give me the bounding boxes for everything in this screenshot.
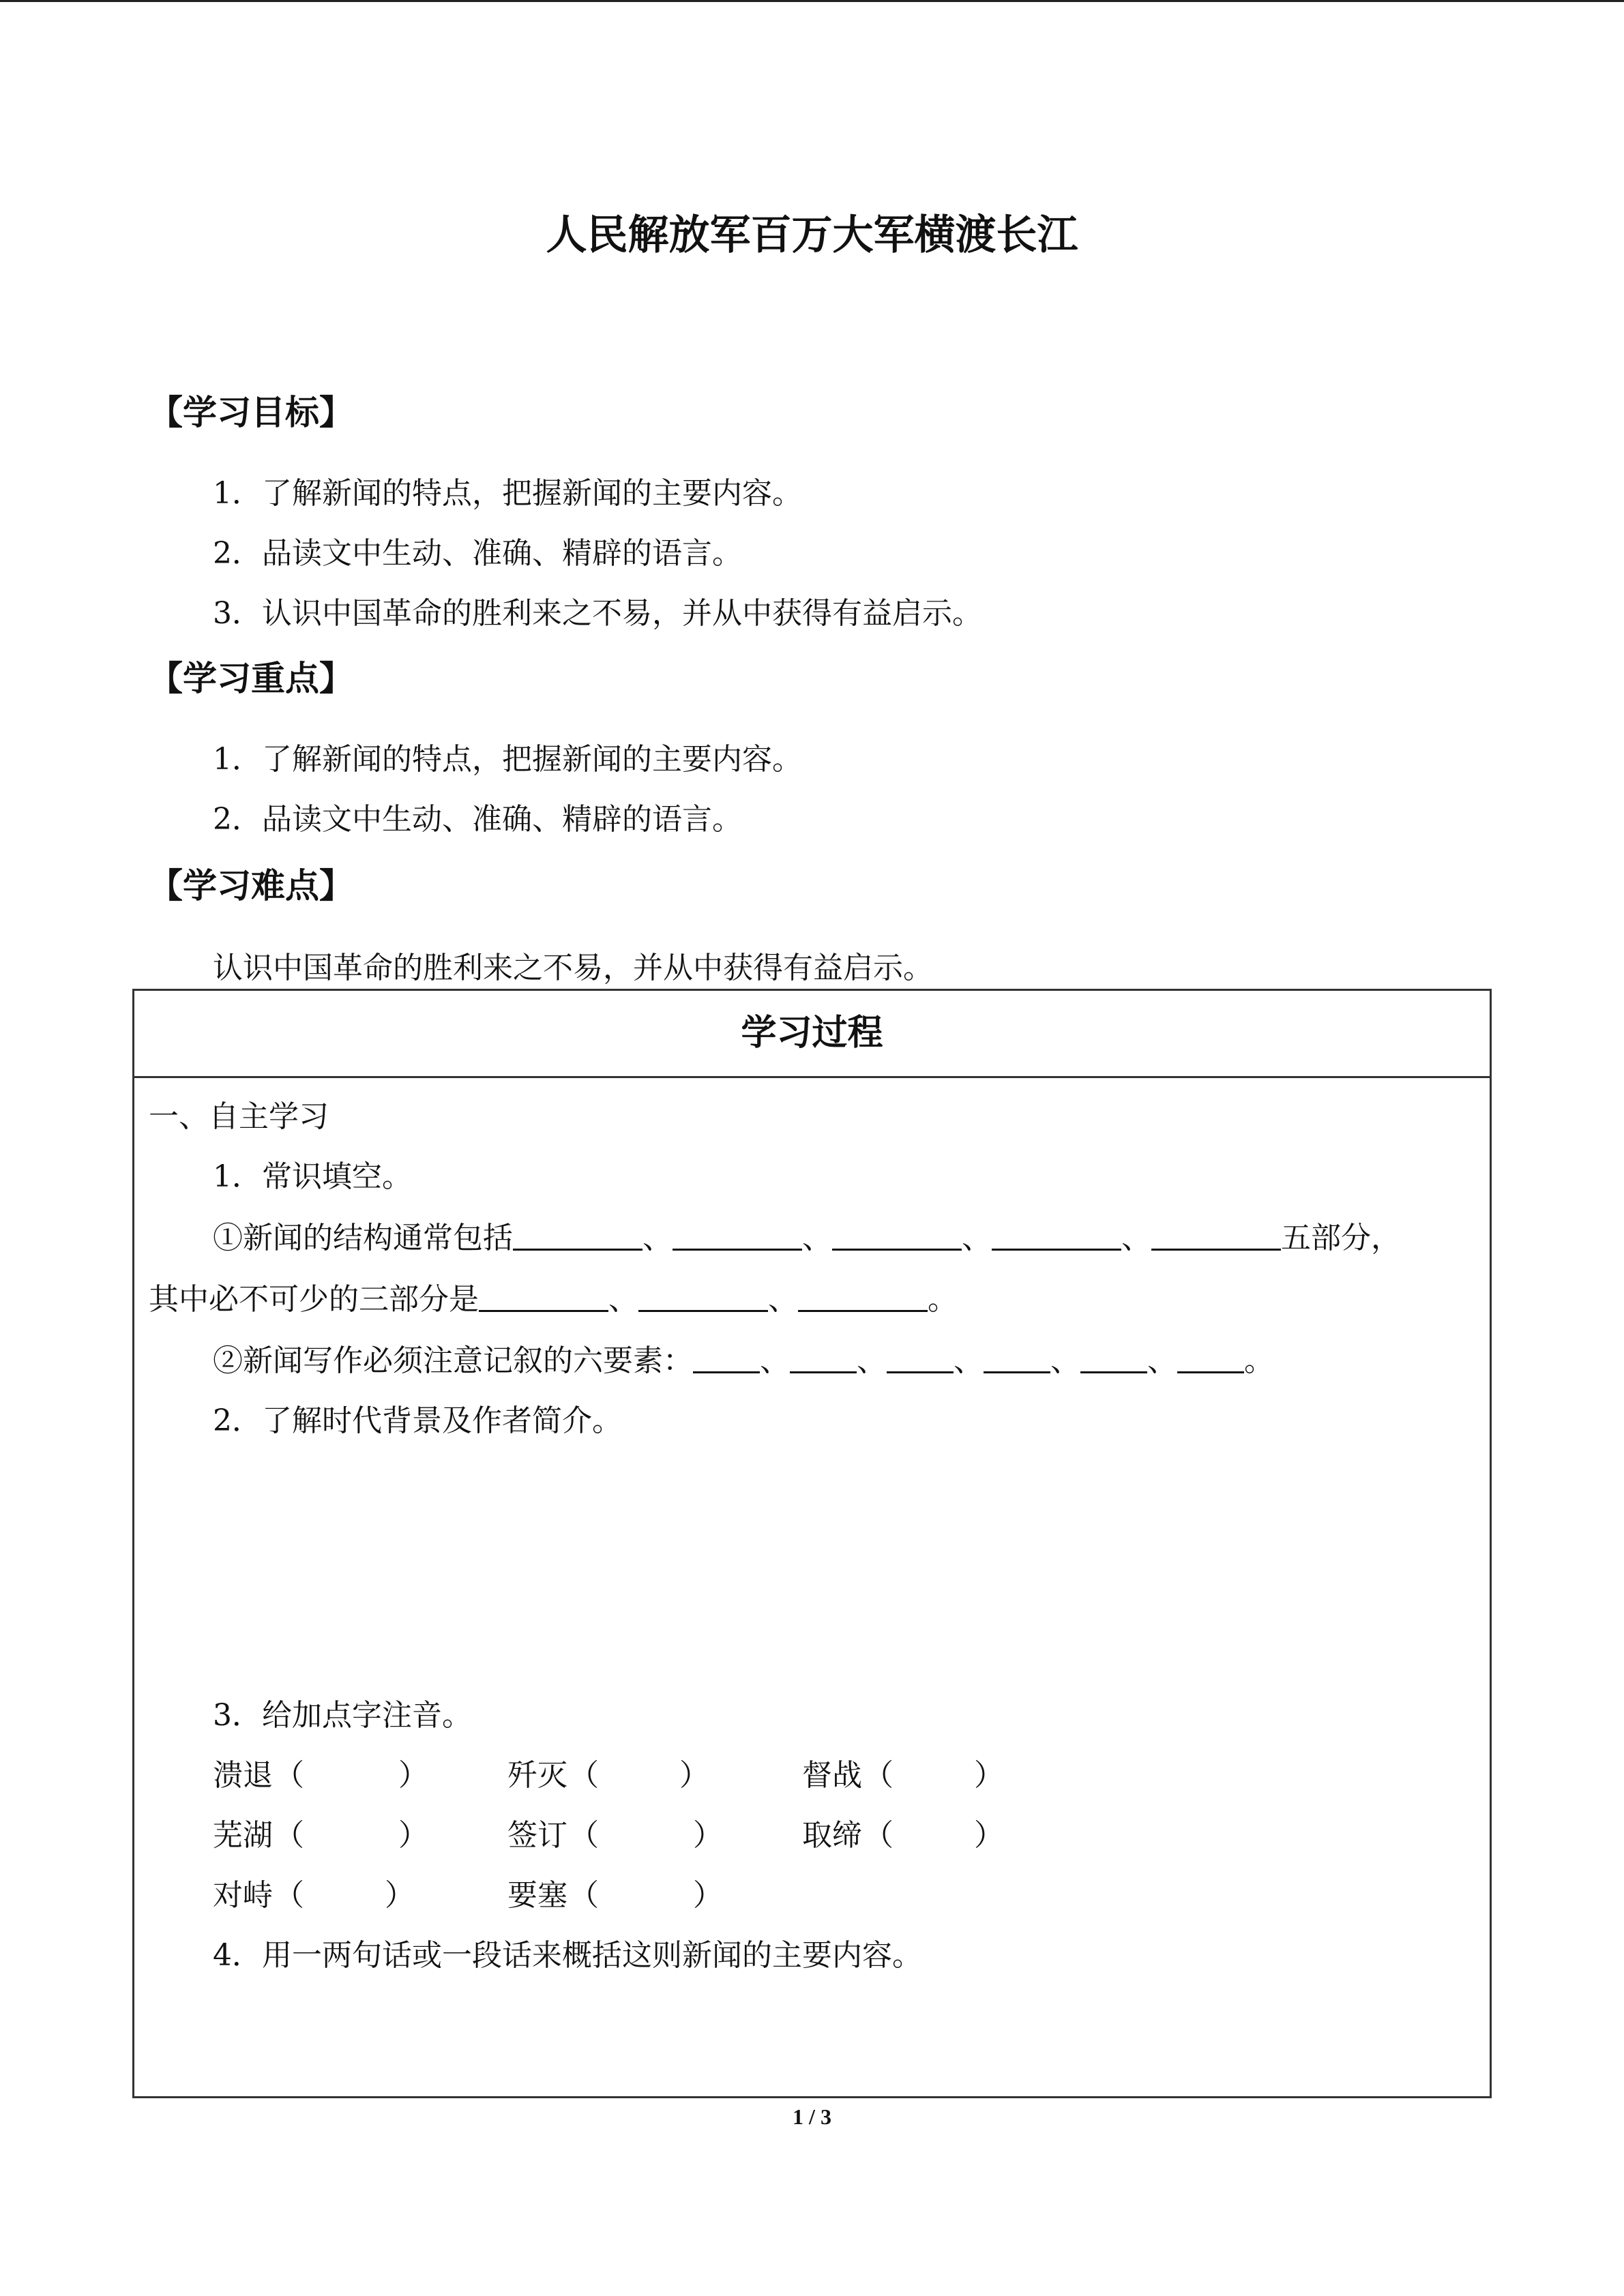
separator: 、 [802, 1221, 832, 1255]
pinyin-word: 对峙 [213, 1878, 273, 1913]
fill-blank[interactable] [1080, 1344, 1147, 1373]
q1-line1-suffix: 五部分， [1281, 1221, 1401, 1255]
fill-blank[interactable] [1177, 1344, 1244, 1373]
open-paren: （ [863, 1758, 894, 1793]
period: 。 [1244, 1343, 1274, 1378]
pinyin-word: 溃退 [213, 1758, 273, 1793]
q1-essential-parts-line [149, 1279, 958, 1320]
fill-blank[interactable] [790, 1344, 857, 1373]
difficulties-heading: 【学习难点】 [149, 866, 353, 906]
fill-blank[interactable] [992, 1221, 1121, 1251]
pinyin-word: 取缔 [802, 1818, 862, 1853]
fill-blank[interactable] [984, 1344, 1050, 1373]
separator: 、 [857, 1343, 887, 1378]
q4-label: 4．用一两句话或一段话来概括这则新闻的主要内容。 [213, 1938, 922, 1973]
objective-item: 3．认识中国革命的胜利来之不易，并从中获得有益启示。 [213, 596, 982, 631]
fill-blank[interactable] [1151, 1221, 1281, 1251]
close-paren: ） [398, 1758, 428, 1793]
close-paren: ） [974, 1758, 1004, 1793]
open-paren: （ [274, 1818, 304, 1853]
open-paren: （ [863, 1818, 894, 1853]
open-paren: （ [569, 1758, 599, 1793]
fill-blank[interactable] [513, 1221, 643, 1251]
objectives-heading: 【学习目标】 [149, 393, 353, 432]
open-paren: （ [274, 1758, 304, 1793]
q3-label: 3．给加点字注音。 [213, 1698, 472, 1733]
pinyin-word: 督战 [802, 1758, 862, 1793]
pinyin-word: 芜湖 [213, 1818, 273, 1853]
key-point-item: 1．了解新闻的特点，把握新闻的主要内容。 [213, 742, 802, 777]
process-header-divider [132, 1076, 1492, 1078]
q2-label: 2．了解时代背景及作者简介。 [213, 1403, 622, 1438]
fill-blank[interactable] [887, 1344, 954, 1373]
separator: 、 [954, 1343, 984, 1378]
section-self-study: 一、自主学习 [149, 1099, 329, 1134]
period: 。 [928, 1282, 958, 1317]
fill-blank[interactable] [673, 1221, 802, 1251]
separator: 、 [760, 1343, 790, 1378]
separator: 、 [643, 1221, 673, 1255]
pinyin-word: 要塞 [507, 1878, 567, 1913]
q1-label: 1．常识填空。 [213, 1159, 412, 1194]
fill-blank[interactable] [832, 1221, 962, 1251]
q1-six-elements-line [213, 1341, 1274, 1382]
key-point-item: 2．品读文中生动、准确、精辟的语言。 [213, 802, 742, 837]
open-paren: （ [569, 1878, 599, 1913]
pinyin-word: 歼灭 [507, 1758, 567, 1793]
page-number: 1 / 3 [793, 2104, 831, 2129]
q1-line3-prefix: ②新闻写作必须注意记叙的六要素： [213, 1343, 693, 1378]
pinyin-word: 签订 [507, 1818, 567, 1853]
separator: 、 [1050, 1343, 1080, 1378]
separator: 、 [962, 1221, 992, 1255]
objective-item: 2．品读文中生动、准确、精辟的语言。 [213, 536, 742, 571]
close-paren: ） [679, 1758, 709, 1793]
q1-news-structure-line [213, 1218, 1401, 1259]
separator: 、 [608, 1282, 638, 1317]
process-title: 学习过程 [741, 1013, 883, 1054]
separator: 、 [1147, 1343, 1177, 1378]
fill-blank[interactable] [798, 1283, 928, 1312]
close-paren: ） [693, 1878, 723, 1913]
q1-line2-prefix: 其中必不可少的三部分是 [149, 1282, 479, 1317]
separator: 、 [768, 1282, 798, 1317]
learning-process-box [132, 989, 1492, 2098]
document-title: 人民解放军百万大军横渡长江 [546, 211, 1078, 259]
top-border [0, 0, 1624, 2]
close-paren: ） [398, 1818, 428, 1853]
objective-item: 1．了解新闻的特点，把握新闻的主要内容。 [213, 476, 802, 511]
key-points-heading: 【学习重点】 [149, 659, 353, 698]
close-paren: ） [693, 1818, 723, 1853]
fill-blank[interactable] [693, 1344, 760, 1373]
fill-blank[interactable] [479, 1283, 608, 1312]
close-paren: ） [385, 1878, 415, 1913]
open-paren: （ [569, 1818, 599, 1853]
q1-line1-prefix: ①新闻的结构通常包括 [213, 1221, 513, 1255]
fill-blank[interactable] [638, 1283, 768, 1312]
separator: 、 [1121, 1221, 1151, 1255]
open-paren: （ [274, 1878, 304, 1913]
difficulty-text: 认识中国革命的胜利来之不易，并从中获得有益启示。 [213, 951, 933, 985]
close-paren: ） [974, 1818, 1004, 1853]
